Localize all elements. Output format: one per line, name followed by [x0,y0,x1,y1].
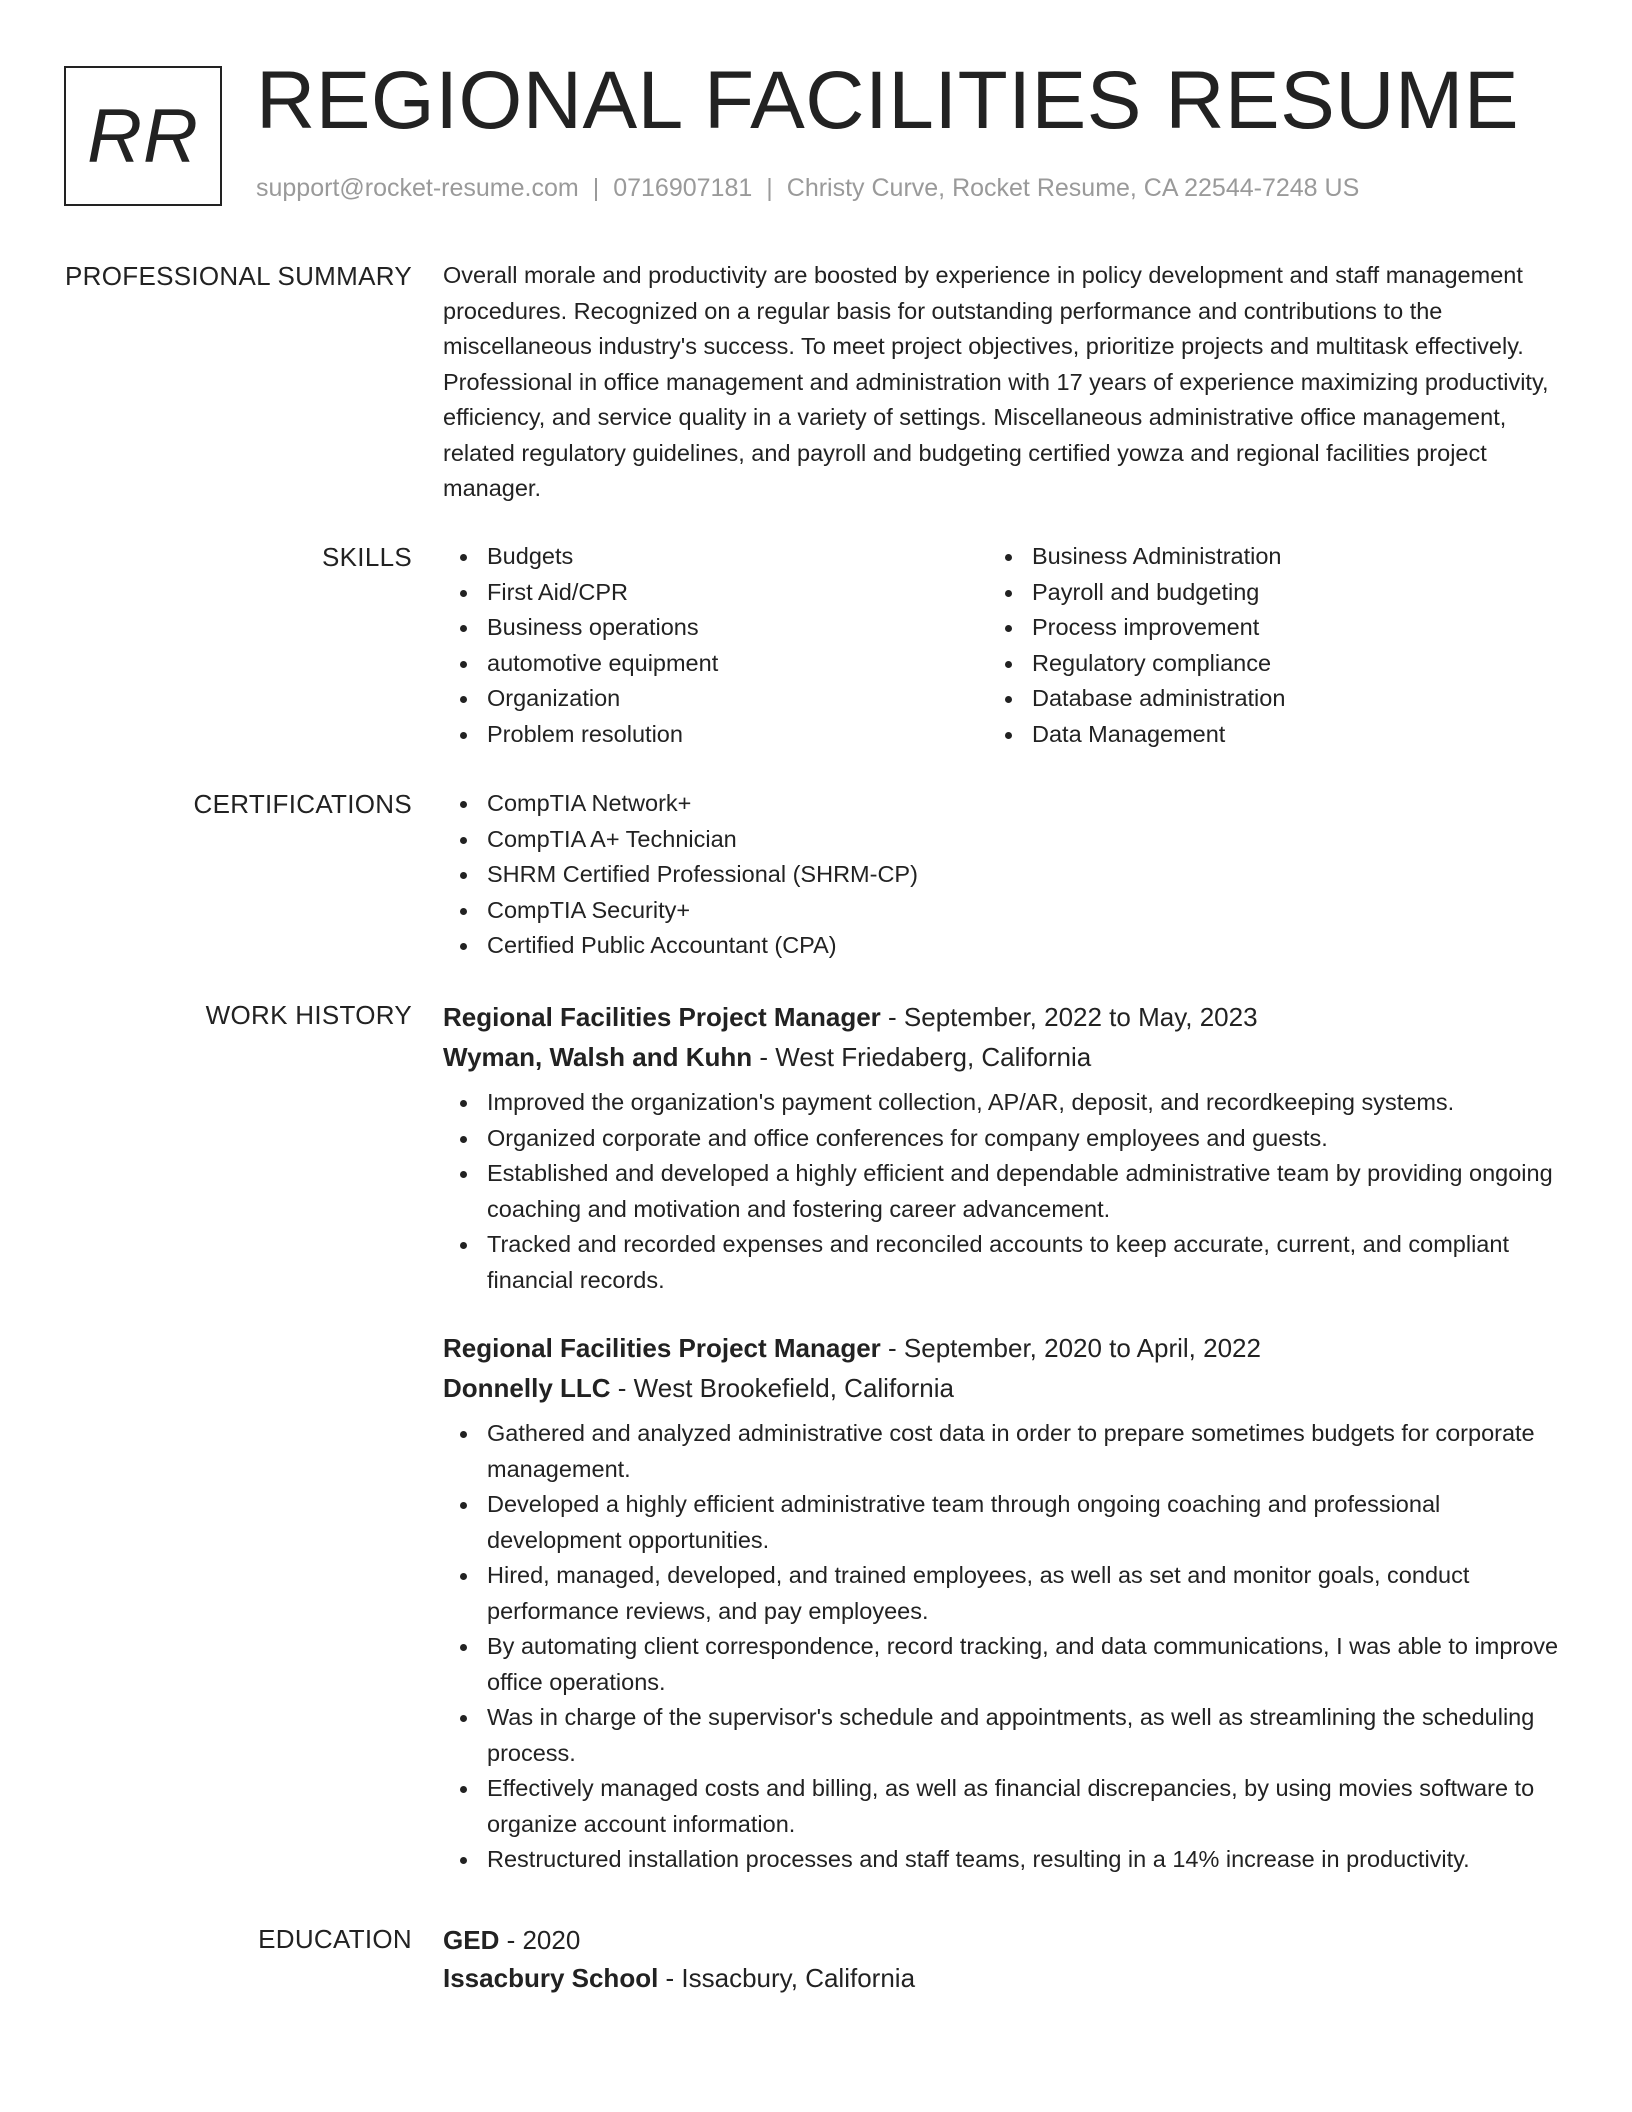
skills-body [443,539,1561,752]
education-school-line [443,1959,1561,1997]
certifications-list [443,786,1561,964]
section-label: PROFESSIONAL SUMMARY [65,261,412,291]
job-bullet: Gathered and analyzed administrative cost data in order to prepare sometimes budgets for corporate management. [443,1416,1561,1487]
job-bullet: Restructured installation processes and staff teams, resulting in a 14% increase in productivity. [443,1842,1561,1878]
job-bullet: Improved the organization's payment collection, AP/AR, deposit, and recordkeeping systems. [443,1085,1561,1121]
skill-item: Payroll and budgeting [988,575,1533,611]
job-bullet: Developed a highly efficient administrative team through ongoing coaching and professional development opportunities. [443,1487,1561,1558]
certification-item: Certified Public Accountant (CPA) [443,928,1561,964]
job-bullet: Hired, managed, developed, and trained employees, as well as set and monitor goals, conduct performance reviews, and pay employees. [443,1558,1561,1629]
job-bullet: Effectively managed costs and billing, as well as financial discrepancies, by using movies software to organize account information. [443,1771,1561,1842]
job-company-line [443,1368,1561,1408]
skill-item: Regulatory compliance [988,646,1533,682]
job-company-line [443,1037,1561,1077]
summary-text-block [443,258,1561,507]
skill-item: automotive equipment [443,646,988,682]
job-bullet: Organized corporate and office conferences for company employees and guests. [443,1121,1561,1157]
job-location: - West Brookefield, California [610,1373,954,1403]
education-degree-line [443,1921,1561,1959]
certifications-body [443,786,1561,964]
skill-item: Process improvement [988,610,1533,646]
education-year: - 2020 [499,1925,581,1955]
job-company: Donnelly LLC [443,1373,611,1403]
summary-text: Overall morale and productivity are boosted by experience in policy development and staff management procedures. Recognized on a regular basis for outstanding performance and contributions to the miscellaneous industry's success. To meet project objectives, prioritize projects and multitask effectively. Professional in office management and administration with 17 years of experience maximizing productivity, efficiency, and service quality in a variety of settings. Miscellaneous administrative office management, related regulatory guidelines, and payroll and budgeting certified yowza and regional facilities project manager. [443,262,1549,501]
certification-item: CompTIA Network+ [443,786,1561,822]
job-bullet: Was in charge of the supervisor's schedule and appointments, as well as streamlining the scheduling process. [443,1700,1561,1771]
skill-item: Data Management [988,717,1533,753]
contact-address: Christy Curve, Rocket Resume, CA 22544-7248 US [786,174,1360,202]
page-title: REGIONAL FACILITIES RESUME [256,55,1520,146]
job-title: Regional Facilities Project Manager [443,1333,881,1363]
work-history-body [443,997,1561,1878]
skill-item: Organization [443,681,988,717]
job-bullet: By automating client correspondence, record tracking, and data communications, I was able to improve office operations. [443,1629,1561,1700]
section-label: SKILLS [322,542,412,572]
certification-item: CompTIA Security+ [443,893,1561,929]
job-title-line [443,1328,1561,1368]
skill-item: Problem resolution [443,717,988,753]
section-label: WORK HISTORY [205,1000,412,1030]
skills-list-right [988,539,1533,752]
monogram-logo: RR [64,66,222,206]
job-bullets [443,1085,1561,1298]
contact-phone[interactable]: 0716907181 [613,174,753,202]
job-entry [443,1328,1561,1878]
skill-item: Budgets [443,539,988,575]
skills-list-left [443,539,988,752]
education-location: - Issacbury, California [658,1963,916,1993]
job-company: Wyman, Walsh and Kuhn [443,1042,753,1072]
certification-item: SHRM Certified Professional (SHRM-CP) [443,857,1561,893]
job-bullet: Established and developed a highly efficient and dependable administrative team by providing ongoing coaching and motivation and fostering career advancement. [443,1156,1561,1227]
skill-item: Business Administration [988,539,1533,575]
contact-separator: | [766,174,773,202]
skill-item: Database administration [988,681,1533,717]
job-bullet: Tracked and recorded expenses and reconciled accounts to keep accurate, current, and compliant financial records. [443,1227,1561,1298]
job-title: Regional Facilities Project Manager [443,1002,881,1032]
skill-item: First Aid/CPR [443,575,988,611]
section-label: EDUCATION [258,1924,412,1954]
skill-item: Business operations [443,610,988,646]
contact-line [256,174,1359,203]
job-location: - West Friedaberg, California [752,1042,1092,1072]
section-label: CERTIFICATIONS [193,789,412,819]
contact-email[interactable]: support@rocket-resume.com [256,174,579,202]
education-body [443,1921,1561,1997]
certification-item: CompTIA A+ Technician [443,822,1561,858]
job-dates: - September, 2020 to April, 2022 [880,1333,1261,1363]
job-bullets [443,1416,1561,1878]
education-degree: GED [443,1925,500,1955]
job-dates: - September, 2022 to May, 2023 [880,1002,1258,1032]
contact-separator: | [592,174,600,202]
job-entry [443,997,1561,1298]
education-school: Issacbury School [443,1963,659,1993]
job-title-line [443,997,1561,1037]
